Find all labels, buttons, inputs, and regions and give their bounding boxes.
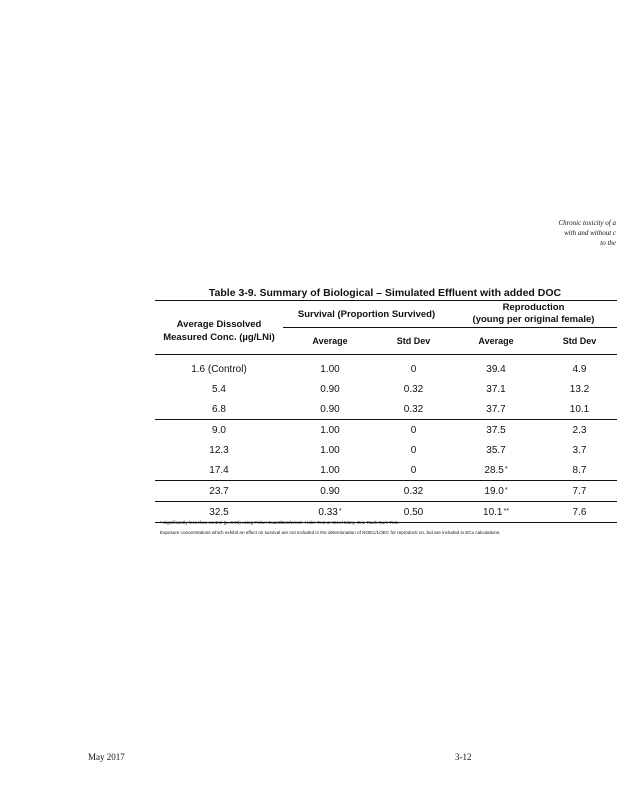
cell-reproduction-average (450, 481, 542, 502)
reproduction-header-line1: Reproduction (502, 302, 565, 313)
reproduction-average-value: 28.5 (484, 464, 504, 476)
subheader-survival-std: Std Dev (377, 328, 450, 355)
table-row (155, 355, 617, 380)
cell-survival-average: 1.00 (320, 424, 340, 436)
cell-survival-std: 0 (410, 424, 417, 436)
column-header-concentration: Average Dissolved Measured Conc. (µg/LNi) (155, 301, 283, 355)
cell-concentration: 9.0 (212, 424, 226, 436)
reproduction-header-line2: (young per original female) (472, 314, 595, 325)
cell-survival-average: 0.90 (320, 403, 340, 415)
cell-reproduction-std: 8.7 (572, 464, 587, 476)
cell-survival-average: 1.00 (320, 464, 340, 476)
group-header-survival: Survival (Proportion Survived) (283, 301, 450, 328)
footnote-exposure: Exposure concentrations which exhibit an effect on survival are not included in the determination of NOEC/LOEC for reproducti on, but are included in ECx calculations. (160, 530, 501, 535)
cell-reproduction-std: 7.7 (572, 485, 587, 497)
table-title: Table 3-9. Summary of Biological – Simulated Effluent with added DOC (208, 287, 562, 299)
cell-survival-std: 0.32 (403, 485, 424, 497)
header-note-line: Chronic toxicity of a (558, 219, 616, 227)
cell-concentration: 1.6 (Control) (191, 363, 247, 375)
cell-reproduction-average: 37.5 (486, 424, 506, 436)
cell-survival-average: 1.00 (320, 363, 340, 375)
cell-reproduction-average (450, 460, 542, 481)
cell-survival-std: 0 (410, 464, 417, 476)
data-table (155, 300, 617, 523)
table-row (155, 440, 617, 460)
cell-survival-std: 0.50 (403, 506, 424, 518)
cell-concentration: 12.3 (209, 444, 229, 456)
cell-reproduction-std: 10.1 (569, 403, 590, 415)
footer-page-number: 3-12 (455, 752, 472, 762)
cell-reproduction-std: 3.7 (572, 444, 587, 456)
table-row (155, 379, 617, 399)
cell-reproduction-std: 2.3 (572, 424, 587, 436)
cell-survival-std: 0.32 (403, 383, 424, 395)
cell-concentration: 17.4 (209, 464, 229, 476)
reproduction-average-value: 19.0 (484, 485, 504, 497)
cell-survival-average: 0.90 (320, 383, 340, 395)
cell-concentration: 5.4 (212, 383, 226, 395)
footnote-significance: * Significantly less than control (p=0.05) using Fisher Exact/Bonferroni -Holm Test or Steel Many-One Rank Sum Test. (160, 520, 399, 525)
significance-mark: ** (503, 507, 509, 515)
table-footnotes (160, 518, 615, 538)
cell-reproduction-average: 37.1 (486, 383, 506, 395)
table-row (155, 420, 617, 441)
cell-concentration: 23.7 (209, 485, 229, 497)
significance-mark: * (504, 465, 508, 473)
cell-survival-average: 0.90 (320, 485, 340, 497)
cell-reproduction-std: 4.9 (572, 363, 587, 375)
cell-survival-std: 0 (410, 363, 417, 375)
footer-date: May 2017 (88, 752, 125, 762)
survival-average-value: 0.33 (318, 506, 338, 518)
header-note-line: to the (600, 239, 616, 247)
cell-survival-std: 0.32 (403, 403, 424, 415)
group-header-reproduction (450, 301, 617, 328)
subheader-reproduction-average: Average (450, 328, 542, 355)
cell-concentration: 6.8 (212, 403, 226, 415)
cell-reproduction-average: 37.7 (486, 403, 506, 415)
reproduction-average-value: 10.1 (483, 506, 503, 518)
subheader-survival-average: Average (283, 328, 377, 355)
cell-reproduction-std: 13.2 (569, 383, 590, 395)
cell-reproduction-average: 35.7 (486, 444, 506, 456)
table-row (155, 399, 617, 420)
header-note-line: with and without c (564, 229, 616, 237)
table-row (155, 481, 617, 502)
cell-concentration: 32.5 (209, 506, 229, 518)
cell-reproduction-std: 7.6 (572, 506, 587, 518)
significance-mark: * (504, 486, 508, 494)
running-header-note (496, 218, 616, 248)
cell-survival-std: 0 (410, 444, 417, 456)
cell-survival-average: 1.00 (320, 444, 340, 456)
cell-reproduction-average: 39.4 (486, 363, 506, 375)
table-row (155, 460, 617, 481)
subheader-reproduction-std: Std Dev (542, 328, 617, 355)
significance-mark: * (338, 507, 342, 515)
